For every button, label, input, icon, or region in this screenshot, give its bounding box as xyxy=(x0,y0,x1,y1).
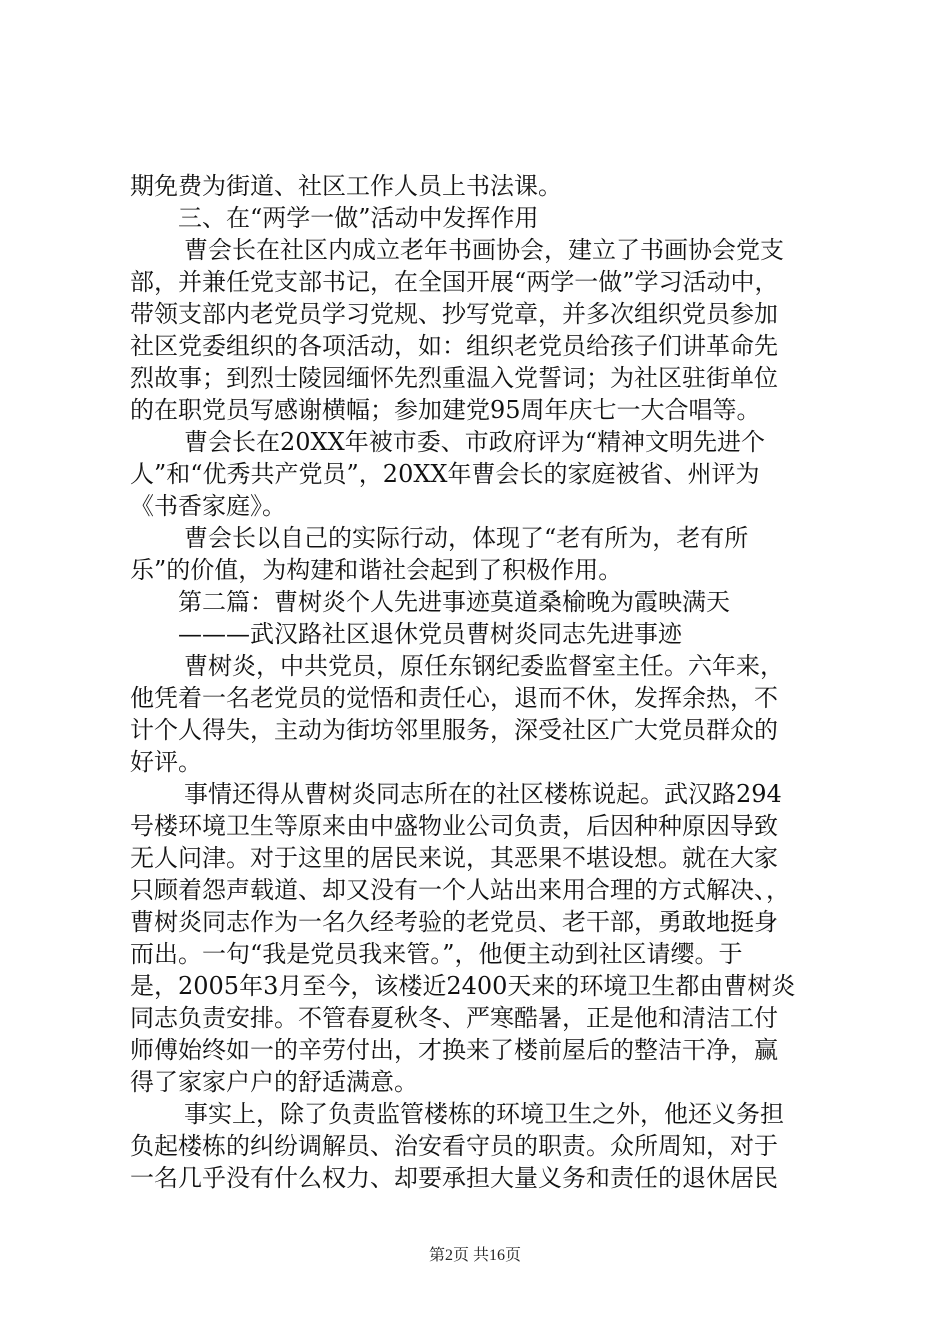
text-line: 带领支部内老党员学习党规、抄写党章，并多次组织党员参加 xyxy=(130,300,778,328)
text-line: 而出。一句“我是党员我来管。”，他便主动到社区请缨。于 xyxy=(130,940,743,968)
text-line: 曹树炎，中共党员，原任东钢纪委监督室主任。六年来， xyxy=(184,652,784,680)
text-line: 乐”的价值，为构建和谐社会起到了积极作用。 xyxy=(130,556,623,584)
text-line: 事实上，除了负责监管楼栋的环境卫生之外，他还义务担 xyxy=(184,1100,784,1128)
text-line: 曹会长在社区内成立老年书画协会，建立了书画协会党支 xyxy=(184,236,784,264)
text-line: 曹会长在20XX年被市委、市政府评为“精神文明先进个 xyxy=(184,428,765,456)
text-line: 事情还得从曹树炎同志所在的社区楼栋说起。武汉路294 xyxy=(184,780,782,808)
text-line: 部，并兼任党支部书记，在全国开展“两学一做”学习活动中， xyxy=(130,268,779,296)
text-line: 社区党委组织的各项活动，如：组织老党员给孩子们讲革命先 xyxy=(130,332,778,360)
text-line: 烈故事；到烈士陵园缅怀先烈重温入党誓词；为社区驻街单位 xyxy=(130,364,778,392)
text-line: 的在职党员写感谢横幅；参加建党95周年庆七一大合唱等。 xyxy=(130,396,761,424)
text-line: 《书香家庭》。 xyxy=(130,492,286,520)
text-line: 曹会长以自己的实际行动，体现了“老有所为，老有所 xyxy=(184,524,749,552)
chapter-heading: 第二篇：曹树炎个人先进事迹莫道桑榆晚为霞映满天 xyxy=(178,588,730,616)
text-line: 得了家家户户的舒适满意。 xyxy=(130,1068,418,1096)
text-line: 无人问津。对于这里的居民来说，其恶果不堪设想。就在大家 xyxy=(130,844,778,872)
text-line: 曹树炎同志作为一名久经考验的老党员、老干部，勇敢地挺身 xyxy=(130,908,778,936)
text-line: 计个人得失，主动为街坊邻里服务，深受社区广大党员群众的 xyxy=(130,716,778,744)
text-line: 是，2005年3月至今，该楼近2400天来的环境卫生都由曹树炎 xyxy=(130,972,796,1000)
text-line: 期免费为街道、社区工作人员上书法课。 xyxy=(130,172,562,200)
chapter-subtitle: ———武汉路社区退休党员曹树炎同志先进事迹 xyxy=(178,620,682,648)
text-line: 号楼环境卫生等原来由中盛物业公司负责，后因种种原因导致 xyxy=(130,812,778,840)
section-heading: 三、在“两学一做”活动中发挥作用 xyxy=(178,204,539,232)
text-line: 一名几乎没有什么权力、却要承担大量义务和责任的退休居民 xyxy=(130,1164,778,1192)
page-number-footer: 第2页 共16页 xyxy=(428,1247,521,1264)
text-line: 同志负责安排。不管春夏秋冬、严寒酷暑，正是他和清洁工付 xyxy=(130,1004,778,1032)
text-line: 只顾着怨声载道、却又没有一个人站出来用合理的方式解决、， xyxy=(130,876,790,904)
text-line: 好评。 xyxy=(130,748,202,776)
text-line: 师傅始终如一的辛劳付出，才换来了楼前屋后的整洁干净，赢 xyxy=(130,1036,778,1064)
text-line: 他凭着一名老党员的觉悟和责任心，退而不休，发挥余热，不 xyxy=(130,684,778,712)
text-line: 人”和“优秀共产党员”，20XX年曹会长的家庭被省、州评为 xyxy=(130,460,760,488)
text-line: 负起楼栋的纠纷调解员、治安看守员的职责。众所周知，对于 xyxy=(130,1132,778,1160)
